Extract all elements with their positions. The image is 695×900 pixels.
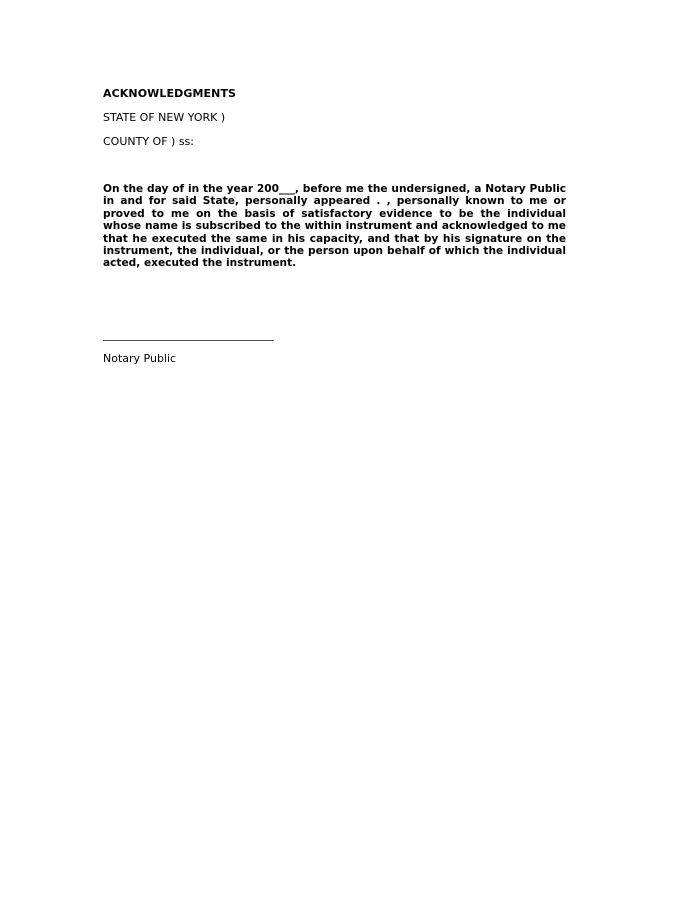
acknowledgment-paragraph: On the day of in the year 200___, before me the undersigned, a Notary Public in and for said State, personally appeared . , personally known to me or proved to me on the basis of satisfactory evidence to be the individual whose name is subscribed to the within instrument and acknowledged to me that he executed the same in his capacity, and that by his signature on the instrument, the individual, or the person upon behalf of which the individual acted, executed the instrument.	[103, 183, 566, 270]
state-line: STATE OF NEW YORK )	[103, 111, 226, 124]
document-heading: ACKNOWLEDGMENTS	[103, 87, 237, 100]
county-line: COUNTY OF ) ss:	[103, 135, 194, 148]
signature-line	[103, 340, 274, 341]
notary-public-label: Notary Public	[103, 352, 177, 365]
